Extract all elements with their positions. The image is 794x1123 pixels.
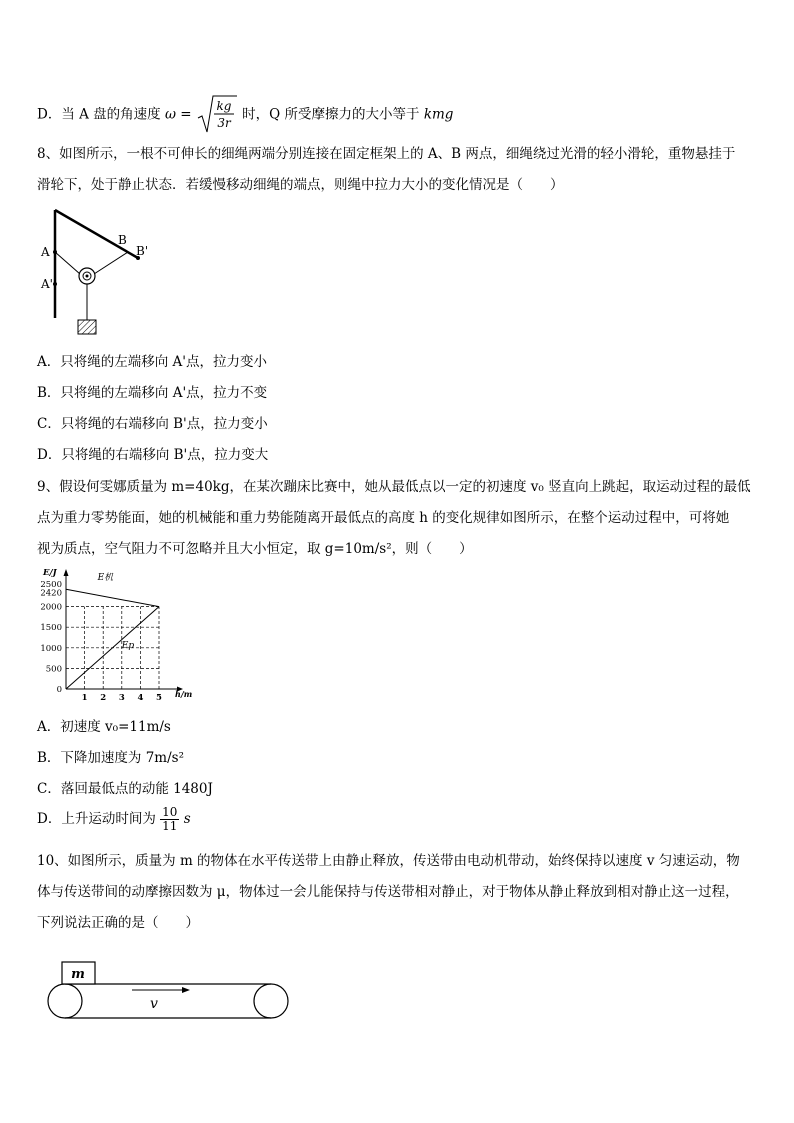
chart-xlabel: h/m (175, 689, 193, 699)
chart-ytick-label: 500 (45, 664, 62, 675)
chart-ytick-label: 2500 (40, 580, 62, 590)
q8-figure (38, 208, 158, 340)
q10-label-m: m (71, 967, 85, 982)
q10-label-v: v (150, 996, 158, 1012)
q8-stem-line2: 滑轮下，处于静止状态．若缓慢移动细绳的端点，则绳中拉力大小的变化情况是（ ） (37, 177, 564, 193)
q9-stem-line3: 视为质点，空气阻力不可忽略并且大小恒定，取 g=10m/s²，则（ ） (37, 541, 473, 557)
q9-optd-num: 10 (162, 805, 178, 819)
q8-label-b-prime: B' (136, 244, 149, 258)
chart-xtick-label: 1 (81, 693, 88, 703)
q9-option-d (37, 805, 191, 833)
chart-ytick-label: 2420 (40, 588, 62, 599)
chart-axes (64, 569, 184, 692)
q8-option-a: A．只将绳的左端移向 A'点，拉力变小 (37, 354, 268, 370)
chart-ytick-label: 0 (56, 685, 62, 695)
q7-optd-sqrt (196, 94, 238, 136)
q7-optd-mid: 时，Q 所受摩擦力的大小等于 (242, 106, 420, 123)
q10-stem-line2: 体与传送带间的动摩擦因数为 μ，物体过一会儿能保持与传送带相对静止，对于物体从静止释放到相对静止这一过程， (37, 884, 739, 900)
q9-stem-line1: 9、假设何雯娜质量为 m=40kg，在某次蹦床比赛中，她从最低点以一定的初速度 v₀ 竖直向上跳起，取运动过程的最低 (37, 479, 751, 495)
q9-option-c: C．落回最低点的动能 1480J (37, 781, 213, 797)
q9-energy-chart (30, 566, 193, 703)
chart-xtick-label: 3 (118, 693, 125, 703)
q7-optd-expr: kmg (423, 106, 454, 123)
q8-label-b: B (118, 233, 127, 247)
q7-optd-omega: ω = (164, 106, 192, 123)
chart-xtick-label: 4 (137, 693, 144, 703)
chart-ytick-label: 1000 (40, 643, 62, 654)
chart-ytick-label: 2000 (40, 602, 62, 613)
q9-optd-den: 11 (162, 819, 178, 833)
chart-xtick-label: 5 (156, 693, 162, 703)
q7-optd-prefix: D．当 A 盘的角速度 (37, 106, 161, 123)
series-line-potential-energy (66, 607, 159, 689)
q9-optd-fraction (160, 806, 179, 833)
chart-y-arrow (64, 569, 69, 576)
q8-label-a: A (41, 245, 50, 259)
chart-series-label-ep: Ep (121, 640, 135, 651)
chart-labels (40, 568, 192, 703)
q8-label-a-prime: A' (41, 277, 53, 291)
q7-option-d (37, 94, 453, 136)
q8-stem-line1: 8、如图所示，一根不可伸长的细绳两端分别连接在固定框架上的 A、B 两点，细绳绕过光滑的轻小滑轮，重物悬挂于 (37, 146, 736, 162)
q10-stem-line1: 10、如图所示，质量为 m 的物体在水平传送带上由静止释放，传送带由电动机带动，始终保持以速度 v 匀速运动，物 (37, 853, 740, 869)
q9-optd-unit: s (183, 811, 191, 827)
q9-option-b: B．下降加速度为 7m/s² (37, 750, 184, 766)
q8-option-d: D．只将绳的右端移向 B'点，拉力变大 (37, 447, 269, 463)
q10-conveyor-figure (44, 960, 294, 1022)
q9-option-a: A．初速度 v₀=11m/s (37, 719, 171, 735)
q9-stem-line2: 点为重力零势能面，她的机械能和重力势能随离开最低点的高度 h 的变化规律如图所示，在整个运动过程中，可将她 (37, 510, 730, 526)
chart-series (66, 589, 159, 689)
q8-option-b: B．只将绳的左端移向 A'点，拉力不变 (37, 385, 268, 401)
chart-ytick-label: 1500 (40, 623, 62, 634)
q9-optd-prefix: D．上升运动时间为 (37, 811, 156, 827)
q10-stem-line3: 下列说法正确的是（ ） (37, 915, 199, 931)
q8-option-c: C．只将绳的右端移向 B'点，拉力变小 (37, 416, 268, 432)
q7-optd-den: 3r (217, 116, 231, 130)
chart-ylabel: E/J (43, 568, 57, 578)
q7-optd-num: kg (216, 99, 232, 113)
series-line-mechanical-energy (66, 589, 159, 606)
chart-xtick-label: 2 (100, 693, 107, 703)
chart-series-label-emech: E机 (97, 572, 114, 583)
